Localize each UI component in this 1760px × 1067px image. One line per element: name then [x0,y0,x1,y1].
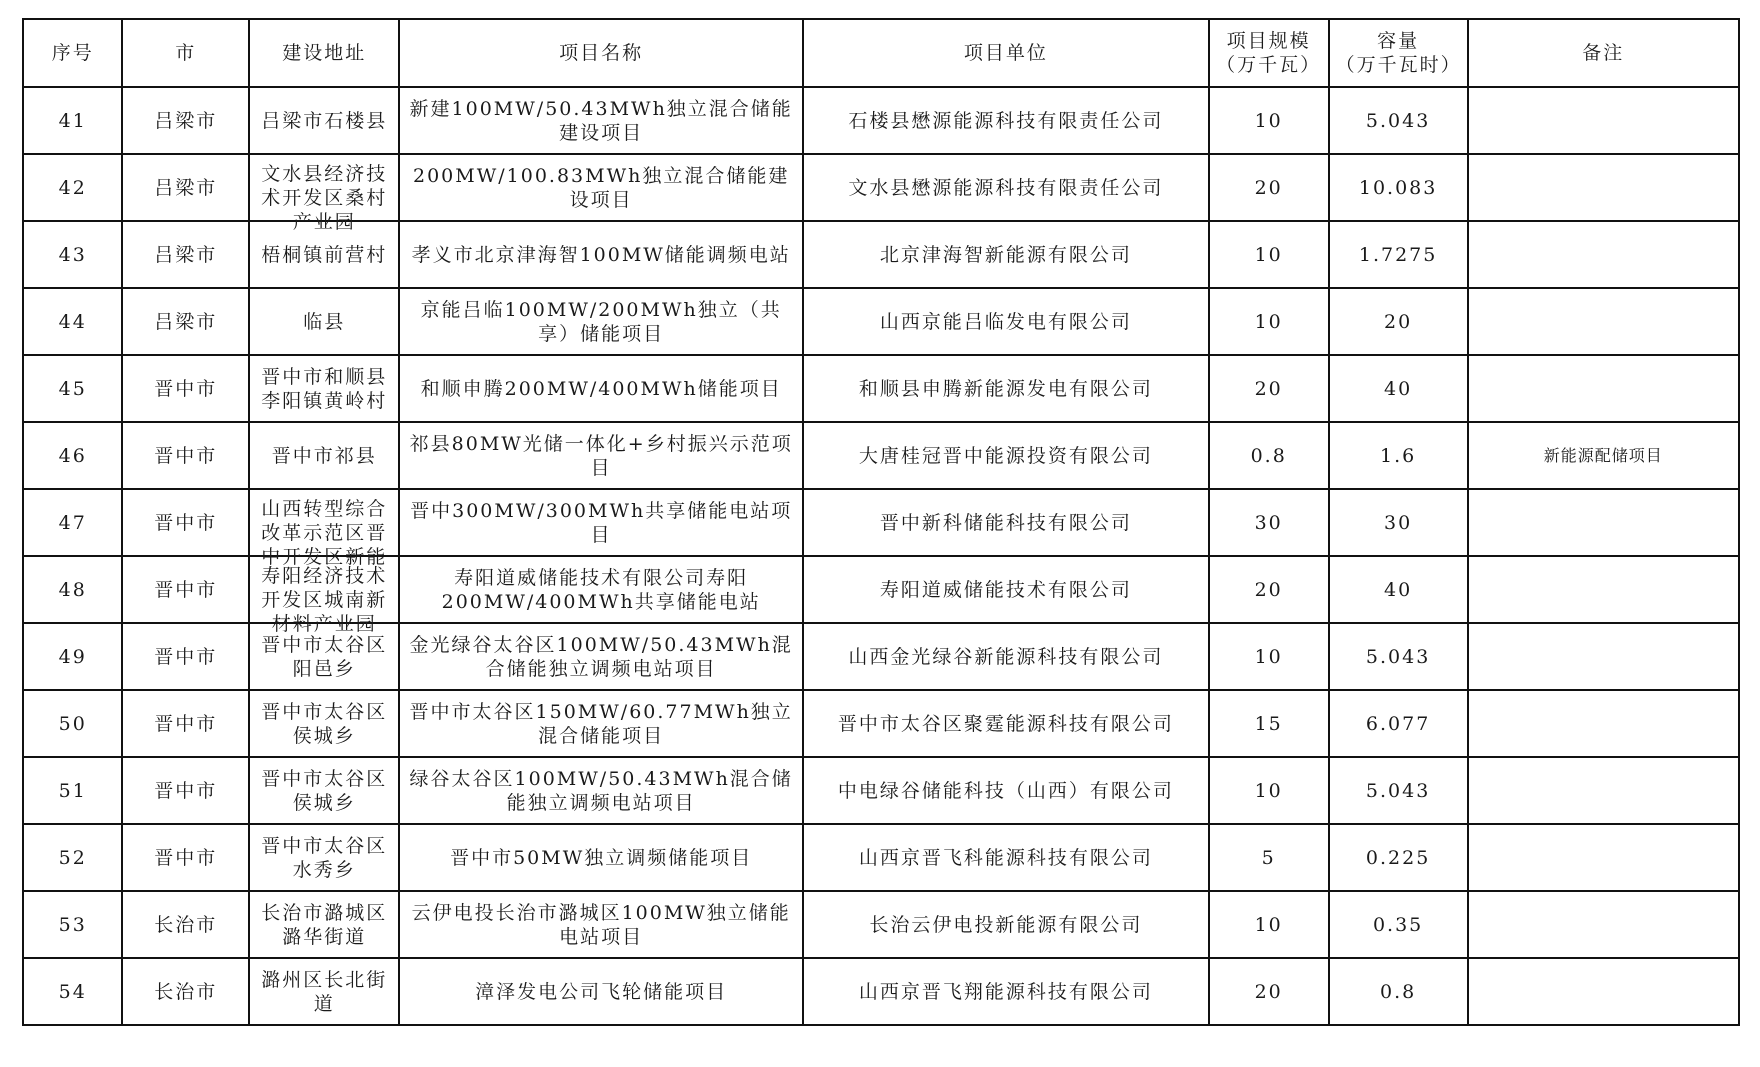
cell-address-text: 晋中市太谷区侯城乡 [261,700,388,747]
cell-project-name-text: 孝义市北京津海智100MW储能调频电站 [411,243,791,266]
cell-project-name [399,623,803,690]
cell-address-text: 寿阳经济技术开发区城南新材料产业园 [261,564,388,635]
table-row [23,623,1739,690]
cell-capacity-text: 5.043 [1365,779,1431,802]
cell-capacity-text: 0.225 [1365,846,1431,869]
cell-scale-text: 15 [1254,712,1283,735]
cell-capacity [1329,958,1468,1025]
table-row [23,422,1739,489]
cell-city-text: 吕梁市 [154,176,218,199]
cell-scale [1209,489,1329,556]
cell-address [249,489,399,568]
cell-company-text: 大唐桂冠晋中能源投资有限公司 [858,444,1153,467]
cell-scale-text: 10 [1254,109,1283,132]
cell-remarks-text: 新能源配储项目 [1543,445,1663,465]
cell-company [803,556,1209,623]
cell-capacity-text: 5.043 [1365,645,1431,668]
cell-project-name [399,757,803,824]
cell-capacity-text: 40 [1384,377,1413,400]
cell-project-name-text: 和顺申腾200MW/400MWh储能项目 [420,377,782,400]
table-row [23,690,1739,757]
cell-remarks [1468,154,1739,221]
cell-project-name [399,489,803,556]
cell-capacity [1329,757,1468,824]
cell-index [23,288,122,355]
cell-address [249,355,399,422]
cell-company [803,422,1209,489]
cell-index-text: 49 [58,645,87,668]
cell-scale [1209,623,1329,690]
cell-city-text: 晋中市 [154,779,218,802]
cell-project-name [399,288,803,355]
cell-index-text: 48 [58,578,87,601]
cell-index-text: 42 [58,176,87,199]
cell-capacity [1329,556,1468,623]
cell-project-name-text: 祁县80MW光储一体化+乡村振兴示范项目 [409,432,793,479]
cell-company [803,288,1209,355]
cell-city [122,355,249,422]
cell-remarks [1468,288,1739,355]
cell-capacity-text: 20 [1384,310,1413,333]
cell-scale-text: 5 [1261,846,1276,869]
cell-scale [1209,154,1329,221]
header-index: 序号 [23,19,122,87]
cell-capacity [1329,891,1468,958]
table-row [23,288,1739,355]
cell-scale-text: 10 [1254,243,1283,266]
cell-city-text: 晋中市 [154,377,218,400]
cell-capacity-text: 0.8 [1380,980,1417,1003]
cell-index-text: 51 [58,779,87,802]
cell-remarks [1468,87,1739,154]
cell-remarks [1468,757,1739,824]
cell-scale [1209,757,1329,824]
cell-city [122,221,249,288]
cell-company-text: 北京津海智新能源有限公司 [879,243,1132,266]
cell-project-name [399,556,803,623]
cell-index-text: 43 [58,243,87,266]
cell-address-text: 临县 [303,310,346,333]
header-row [23,19,1739,87]
cell-project-name [399,824,803,891]
cell-project-name-text: 寿阳道威储能技术有限公司寿阳200MW/400MWh共享储能电站 [441,566,761,613]
cell-address [249,556,399,635]
cell-address-text: 吕梁市石楼县 [261,109,388,132]
cell-index [23,489,122,556]
header-remarks: 备注 [1468,19,1739,87]
cell-scale-text: 20 [1254,176,1283,199]
cell-company-text: 长治云伊电投新能源有限公司 [869,913,1143,936]
cell-city-text: 吕梁市 [154,109,218,132]
cell-scale [1209,556,1329,623]
cell-capacity [1329,221,1468,288]
cell-index-text: 44 [58,310,87,333]
cell-city [122,891,249,958]
cell-scale [1209,958,1329,1025]
header-company: 项目单位 [803,19,1209,87]
cell-address [249,422,399,489]
cell-company [803,221,1209,288]
cell-city [122,824,249,891]
table-row [23,757,1739,824]
cell-remarks [1468,556,1739,623]
cell-company [803,690,1209,757]
cell-scale [1209,690,1329,757]
cell-company-text: 中电绿谷储能科技（山西）有限公司 [837,779,1174,802]
cell-company-text: 山西京能吕临发电有限公司 [879,310,1132,333]
cell-company-text: 石楼县懋源能源科技有限责任公司 [848,109,1164,132]
cell-company [803,824,1209,891]
cell-index-text: 54 [58,980,87,1003]
table-row [23,958,1739,1025]
cell-scale-text: 10 [1254,779,1283,802]
cell-scale [1209,891,1329,958]
cell-address [249,690,399,757]
cell-scale-text: 30 [1254,511,1283,534]
cell-scale-text: 20 [1254,980,1283,1003]
table-row [23,154,1739,221]
table-row [23,221,1739,288]
cell-scale [1209,355,1329,422]
cell-capacity [1329,87,1468,154]
table-row [23,489,1739,556]
cell-remarks [1468,690,1739,757]
cell-index-text: 45 [58,377,87,400]
header-project-name: 项目名称 [399,19,803,87]
header-address: 建设地址 [249,19,399,87]
cell-remarks [1468,958,1739,1025]
cell-company-text: 晋中市太谷区聚霆能源科技有限公司 [837,712,1174,735]
cell-capacity-text: 1.7275 [1358,243,1438,266]
cell-address [249,623,399,690]
cell-city [122,757,249,824]
cell-capacity-text: 30 [1384,511,1413,534]
cell-city [122,958,249,1025]
cell-capacity [1329,422,1468,489]
cell-project-name [399,690,803,757]
cell-project-name [399,87,803,154]
cell-city [122,556,249,623]
cell-capacity [1329,623,1468,690]
cell-project-name [399,355,803,422]
cell-city [122,489,249,556]
table-row [23,824,1739,891]
cell-capacity-text: 5.043 [1365,109,1431,132]
cell-address [249,87,399,154]
cell-index [23,824,122,891]
cell-project-name-text: 京能吕临100MW/200MWh独立（共享）储能项目 [420,298,782,345]
cell-project-name [399,422,803,489]
cell-project-name-text: 金光绿谷太谷区100MW/50.43MWh混合储能独立调频电站项目 [409,633,793,680]
cell-city [122,87,249,154]
cell-project-name-text: 云伊电投长治市潞城区100MW独立储能电站项目 [411,901,791,948]
table-row [23,87,1739,154]
cell-company-text: 山西京晋飞翔能源科技有限公司 [858,980,1153,1003]
cell-city-text: 晋中市 [154,645,218,668]
cell-scale-text: 10 [1254,913,1283,936]
cell-city [122,288,249,355]
cell-index [23,556,122,623]
cell-index [23,87,122,154]
cell-address [249,958,399,1025]
cell-city-text: 晋中市 [154,846,218,869]
cell-index-text: 47 [58,511,87,534]
cell-project-name [399,891,803,958]
cell-address-text: 潞州区长北街道 [261,968,388,1015]
cell-remarks [1468,824,1739,891]
cell-scale [1209,824,1329,891]
cell-company [803,891,1209,958]
cell-index [23,757,122,824]
cell-company-text: 晋中新科储能科技有限公司 [879,511,1132,534]
cell-address-text: 晋中市祁县 [271,444,377,467]
cell-city-text: 晋中市 [154,712,218,735]
cell-index [23,891,122,958]
cell-city-text: 晋中市 [154,444,218,467]
cell-company [803,757,1209,824]
cell-scale-text: 20 [1254,578,1283,601]
cell-project-name [399,154,803,221]
cell-address-text: 晋中市太谷区侯城乡 [261,767,388,814]
cell-project-name-text: 晋中300MW/300MWh共享储能电站项目 [410,499,793,546]
cell-address-text: 晋中市和顺县李阳镇黄岭村 [261,365,388,412]
cell-scale-text: 10 [1254,310,1283,333]
cell-address-text: 山西转型综合改革示范区晋中开发区新能 [261,497,388,568]
cell-city-text: 晋中市 [154,578,218,601]
cell-remarks [1468,489,1739,556]
cell-capacity-text: 1.6 [1380,444,1417,467]
cell-scale [1209,288,1329,355]
cell-index-text: 41 [58,109,87,132]
cell-index [23,422,122,489]
cell-company [803,489,1209,556]
cell-index-text: 52 [58,846,87,869]
table-row [23,891,1739,958]
header-city: 市 [122,19,249,87]
table-row [23,355,1739,422]
cell-address [249,757,399,824]
cell-city [122,690,249,757]
cell-address-text: 晋中市太谷区阳邑乡 [261,633,388,680]
cell-project-name-text: 200MW/100.83MWh独立混合储能建设项目 [413,164,790,211]
cell-address [249,288,399,355]
cell-index-text: 50 [58,712,87,735]
cell-project-name-text: 新建100MW/50.43MWh独立混合储能建设项目 [409,97,793,144]
cell-project-name-text: 漳泽发电公司飞轮储能项目 [475,980,728,1003]
cell-city-text: 晋中市 [154,511,218,534]
cell-company-text: 和顺县申腾新能源发电有限公司 [858,377,1153,400]
cell-remarks [1468,422,1739,489]
cell-company-text: 寿阳道威储能技术有限公司 [879,578,1132,601]
cell-city [122,623,249,690]
header-scale: 项目规模 （万千瓦） [1209,19,1329,87]
cell-scale-text: 0.8 [1250,444,1287,467]
cell-capacity-text: 6.077 [1365,712,1431,735]
cell-index [23,623,122,690]
cell-capacity-text: 0.35 [1372,913,1424,936]
cell-project-name-text: 晋中市50MW独立调频储能项目 [450,846,753,869]
cell-capacity [1329,489,1468,556]
cell-scale [1209,422,1329,489]
cell-company [803,355,1209,422]
cell-capacity [1329,288,1468,355]
cell-project-name-text: 绿谷太谷区100MW/50.43MWh混合储能独立调频电站项目 [409,767,793,814]
cell-scale-text: 20 [1254,377,1283,400]
cell-project-name [399,958,803,1025]
cell-capacity [1329,355,1468,422]
cell-address [249,154,399,233]
cell-address [249,824,399,891]
cell-index [23,154,122,221]
cell-project-name [399,221,803,288]
cell-company-text: 山西金光绿谷新能源科技有限公司 [848,645,1164,668]
cell-company [803,87,1209,154]
cell-index [23,958,122,1025]
cell-company [803,623,1209,690]
cell-company [803,958,1209,1025]
cell-company-text: 山西京晋飞科能源科技有限公司 [858,846,1153,869]
cell-index [23,221,122,288]
cell-scale-text: 10 [1254,645,1283,668]
cell-remarks [1468,355,1739,422]
cell-scale [1209,221,1329,288]
cell-index [23,355,122,422]
cell-capacity-text: 40 [1384,578,1413,601]
cell-city [122,154,249,221]
cell-capacity [1329,154,1468,221]
cell-address-text: 晋中市太谷区水秀乡 [261,834,388,881]
cell-index-text: 46 [58,444,87,467]
cell-remarks [1468,221,1739,288]
cell-city-text: 吕梁市 [154,310,218,333]
cell-city-text: 吕梁市 [154,243,218,266]
table-body [23,87,1739,1025]
cell-company [803,154,1209,221]
cell-company-text: 文水县懋源能源科技有限责任公司 [848,176,1164,199]
cell-remarks [1468,891,1739,958]
cell-address-text: 梧桐镇前营村 [261,243,388,266]
cell-address-text: 长治市潞城区潞华街道 [261,901,388,948]
cell-project-name-text: 晋中市太谷区150MW/60.77MWh独立混合储能项目 [409,700,793,747]
cell-scale [1209,87,1329,154]
cell-address-text: 文水县经济技术开发区桑村产业园 [261,162,388,233]
project-table [22,18,1740,1026]
cell-city [122,422,249,489]
table-row [23,556,1739,623]
cell-city-text: 长治市 [154,980,218,1003]
cell-address [249,891,399,958]
cell-city-text: 长治市 [154,913,218,936]
header-capacity: 容量 （万千瓦时） [1329,19,1468,87]
cell-index-text: 53 [58,913,87,936]
cell-index [23,690,122,757]
cell-remarks [1468,623,1739,690]
cell-capacity [1329,690,1468,757]
cell-capacity [1329,824,1468,891]
cell-capacity-text: 10.083 [1358,176,1438,199]
